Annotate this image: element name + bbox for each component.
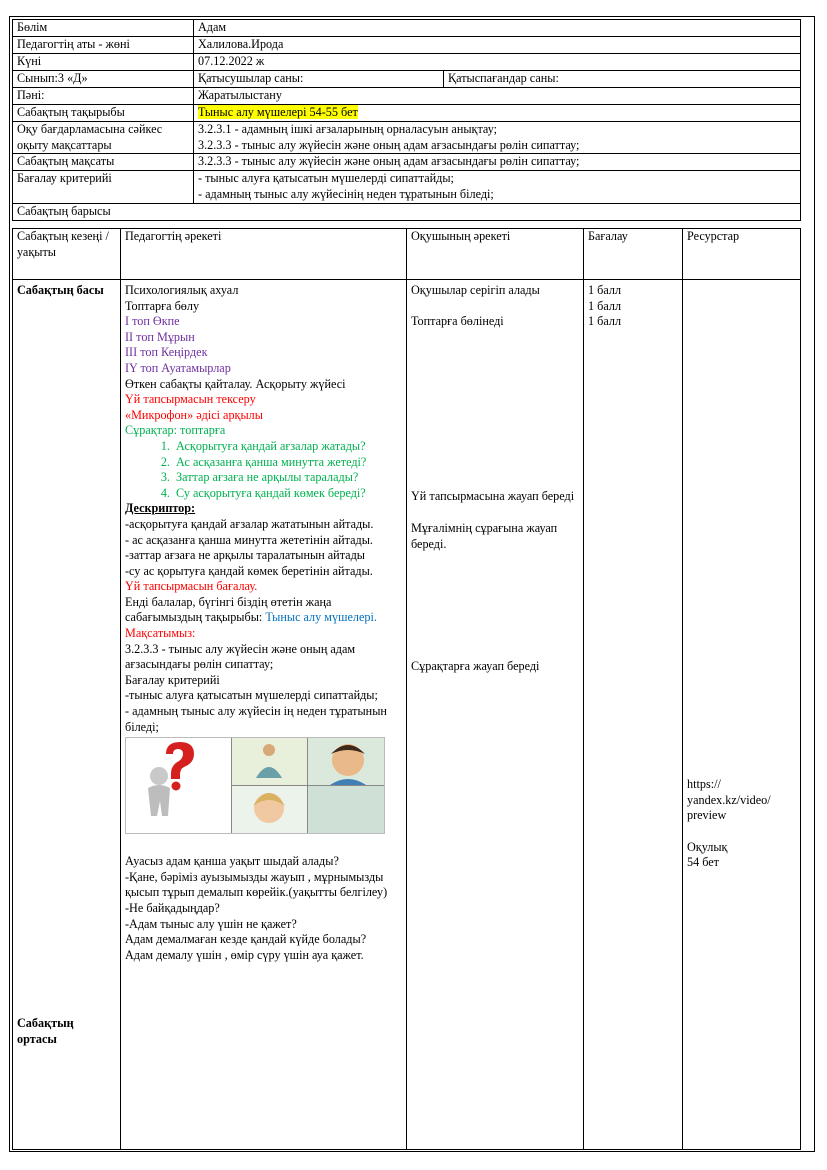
question-dot-icon	[172, 782, 181, 791]
goal-label: Сабақтың мақсаты	[13, 154, 194, 171]
middle-q3: қысып тұрып демалып көрейік.(уақытты белгілеу)	[125, 885, 388, 900]
middle-q5: -Адам тыныс алу үшін не қажет?	[125, 916, 297, 931]
present-label: Қатысушылар саны:	[194, 71, 444, 88]
thinker-head-icon	[150, 767, 168, 785]
col-teacher-header: Педагогтің әрекеті	[121, 229, 407, 280]
criteria-1: - тыныс алуға қатысатын мүшелерді сипаттайды;	[198, 171, 454, 186]
criteria-2: - адамның тыныс алу жүйесінің неден тұратынын біледі;	[198, 186, 494, 201]
yoga-person-icon	[263, 744, 275, 756]
goal-value: 3.2.3.3 - тыныс алу жүйесін және оның адам ағзасындағы рөлін сипаттау;	[194, 154, 801, 171]
resource-textbook: Оқулық	[687, 840, 728, 854]
student-action-1: Оқушылар серігіп алады	[411, 283, 540, 297]
objectives-cell	[194, 122, 801, 154]
question-item: 1. Асқорытуға қандай ағзалар жатады?	[173, 439, 402, 455]
illustration-svg	[126, 738, 384, 833]
lesson-illustration	[125, 737, 385, 834]
descriptor-title: Дескриптор:	[125, 501, 196, 516]
intro-topic: Тыныс алу мүшелері.	[265, 610, 377, 625]
topic-value: Тыныс алу мүшелері 54-55 бет	[198, 105, 358, 119]
homework-check: Үй тапсырмасын тексеру	[125, 392, 256, 407]
descriptor-1: -асқорытуға қандай ағзалар жататынын айтады.	[125, 516, 374, 531]
criteria-label: Бағалау критерийі	[13, 171, 194, 204]
descriptor-3: -заттар ағзаға не арқылы таралатынын айтады	[125, 548, 365, 563]
date-label: Күні	[13, 54, 194, 71]
middle-q2: -Қане, бәріміз ауызымызды жауып , мұрнымызды	[125, 869, 384, 884]
subject-label: Пәні:	[13, 88, 194, 105]
col-student-header: Оқушының әрекеті	[407, 229, 584, 280]
section-value: Адам	[194, 20, 801, 37]
intro-text	[125, 595, 402, 626]
resources-cell	[683, 280, 801, 1150]
teacher-label: Педагогтің аты - жөні	[13, 37, 194, 54]
stage-middle: Сабақтың ортасы	[17, 1016, 74, 1046]
student-action-4: Мұғалімнің сұрағына жауап береді.	[411, 521, 558, 551]
group-3: III топ Кеңірдек	[125, 345, 208, 360]
teacher-value: Халилова.Ирода	[194, 37, 801, 54]
resource-page: 54 бет	[687, 855, 720, 869]
question-item: 3. Заттар ағзаға не арқылы таралады?	[173, 470, 402, 486]
absent-label: Қатыспағандар саны:	[444, 71, 801, 88]
col-stage-header: Сабақтың кезеңі /уақыты	[13, 229, 121, 280]
progress-label: Сабақтың барысы	[13, 204, 801, 221]
group-1: I топ Өкпе	[125, 314, 180, 329]
stage-cell	[13, 280, 121, 1150]
score-3: 1 балл	[588, 314, 622, 329]
criteria-item-2: - адамның тыныс алу жүйесін ің неден тұратынын біледі;	[125, 704, 387, 734]
teacher-action-cell	[121, 280, 407, 1150]
middle-q7: Адам демалу үшін , өмір сүру үшін ауа қажет.	[125, 947, 364, 962]
stage-start: Сабақтың басы	[17, 283, 104, 297]
question-item: 2. Ас асқазанға қанша минутта жетеді?	[173, 455, 402, 471]
panel-empty	[308, 786, 384, 833]
resource-link[interactable]: https:// yandex.kz/video/ preview	[687, 777, 771, 823]
criteria-item-1: -тыныс алуға қатысатын мүшелерді сипаттайды;	[125, 688, 378, 703]
microphone-method: «Микрофон» әдісі арқылы	[125, 407, 263, 422]
class-label: Сынып:3 «Д»	[13, 71, 194, 88]
review-text: Өткен сабақты қайталау. Асқорыту жүйесі	[125, 376, 346, 391]
questions-list	[125, 439, 402, 501]
aim-text: 3.2.3.3 - тыныс алу жүйесін және оның адам ағзасындағы рөлін сипаттау;	[125, 641, 356, 672]
objective-2: 3.2.3.3 - тыныс алу жүйесін және оның адам ағзасындағы рөлін сипаттау;	[198, 137, 580, 152]
descriptor-4: -су ас қорытуға қандай көмек беретінін айтады.	[125, 563, 373, 578]
subject-value: Жаратылыстану	[194, 88, 801, 105]
group-2: II топ Мұрын	[125, 329, 195, 344]
homework-eval: Үй тапсырмасын бағалау.	[125, 579, 258, 594]
group-division: Топтарға бөлу	[125, 298, 200, 313]
psych-mood: Психологиялық ахуал	[125, 283, 239, 297]
group-4: IY топ Ауатамырлар	[125, 360, 231, 375]
score-1: 1 балл	[588, 283, 622, 297]
descriptor-2: - ас асқазанға қанша минутта жететінін айтады.	[125, 532, 373, 547]
middle-q6: Адам демалмаған кезде қандай күйде болады?	[125, 932, 367, 947]
middle-q1: Ауасыз адам қанша уақыт шыдай алады?	[125, 854, 339, 869]
lesson-progress-table	[12, 228, 801, 1150]
criteria-cell	[194, 171, 801, 204]
topic-label: Сабақтың тақырыбы	[13, 105, 194, 122]
question-item: 4. Су асқорытуға қандай көмек береді?	[173, 486, 402, 502]
student-action-2: Топтарға бөлінеді	[411, 313, 504, 328]
col-assessment-header: Бағалау	[584, 229, 683, 280]
questions-title: Сұрақтар: топтарға	[125, 423, 226, 438]
topic-cell	[194, 105, 801, 122]
col-resources-header: Ресурстар	[683, 229, 801, 280]
objective-1: 3.2.3.1 - адамның ішкі ағзаларының орналасуын анықтау;	[198, 122, 498, 136]
intro-lead: Енді балалар, бүгінгі біздің өтетін жаңа сабағымыздың тақырыбы:	[125, 594, 332, 625]
score-2: 1 балл	[588, 298, 622, 313]
section-label: Бөлім	[13, 20, 194, 37]
student-action-cell	[407, 280, 584, 1150]
objectives-label: Оқу бағдарламасына сәйкес оқыту мақсаттары	[13, 122, 194, 154]
student-action-3: Үй тапсырмасына жауап береді	[411, 489, 575, 503]
aim-title: Мақсатымыз:	[125, 626, 196, 641]
middle-q4: -Не байқадыңдар?	[125, 901, 220, 915]
date-value: 07.12.2022 ж	[194, 54, 801, 71]
assessment-cell	[584, 280, 683, 1150]
lesson-header-table	[12, 19, 801, 221]
student-action-5: Сұрақтарға жауап береді	[411, 659, 540, 673]
criteria-title: Бағалау критерийі	[125, 672, 220, 687]
